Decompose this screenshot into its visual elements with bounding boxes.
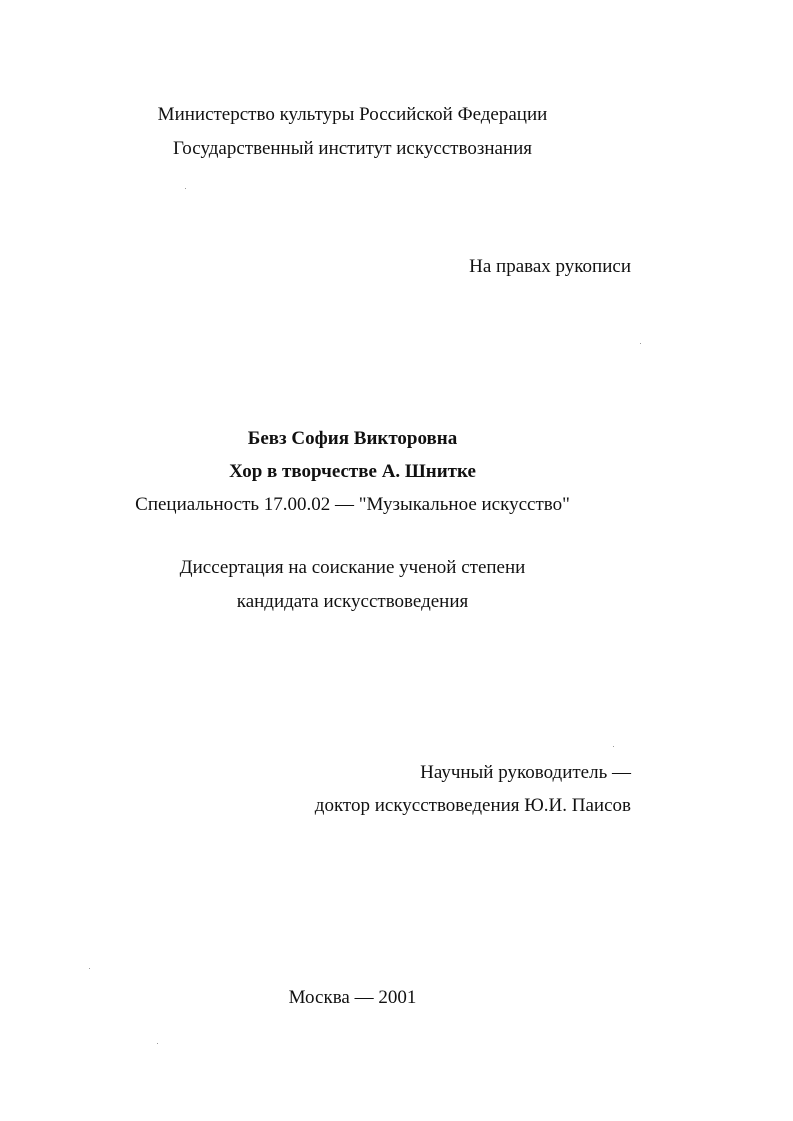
specialty-line: Специальность 17.00.02 — "Музыкальное искусство" [135, 494, 570, 515]
scan-speck [613, 746, 614, 747]
scan-speck [89, 968, 90, 969]
scan-speck [640, 343, 641, 344]
dissertation-degree-line-1: Диссертация на соискание ученой степени [179, 557, 526, 578]
scan-speck [157, 1043, 158, 1044]
ministry-heading: Министерство культуры Российской Федерации [157, 104, 548, 125]
manuscript-rights-note: На правах рукописи [469, 256, 631, 277]
city-year: Москва — 2001 [288, 987, 417, 1008]
scan-speck [185, 188, 186, 189]
dissertation-title: Хор в творчестве А. Шнитке [229, 461, 476, 482]
supervisor-name: доктор искусствоведения Ю.И. Паисов [314, 795, 631, 816]
author-name: Бевз София Викторовна [247, 428, 458, 449]
institute-heading: Государственный институт искусствознания [172, 138, 533, 159]
dissertation-degree-line-2: кандидата искусствоведения [236, 591, 469, 612]
supervisor-label: Научный руководитель — [420, 762, 631, 783]
